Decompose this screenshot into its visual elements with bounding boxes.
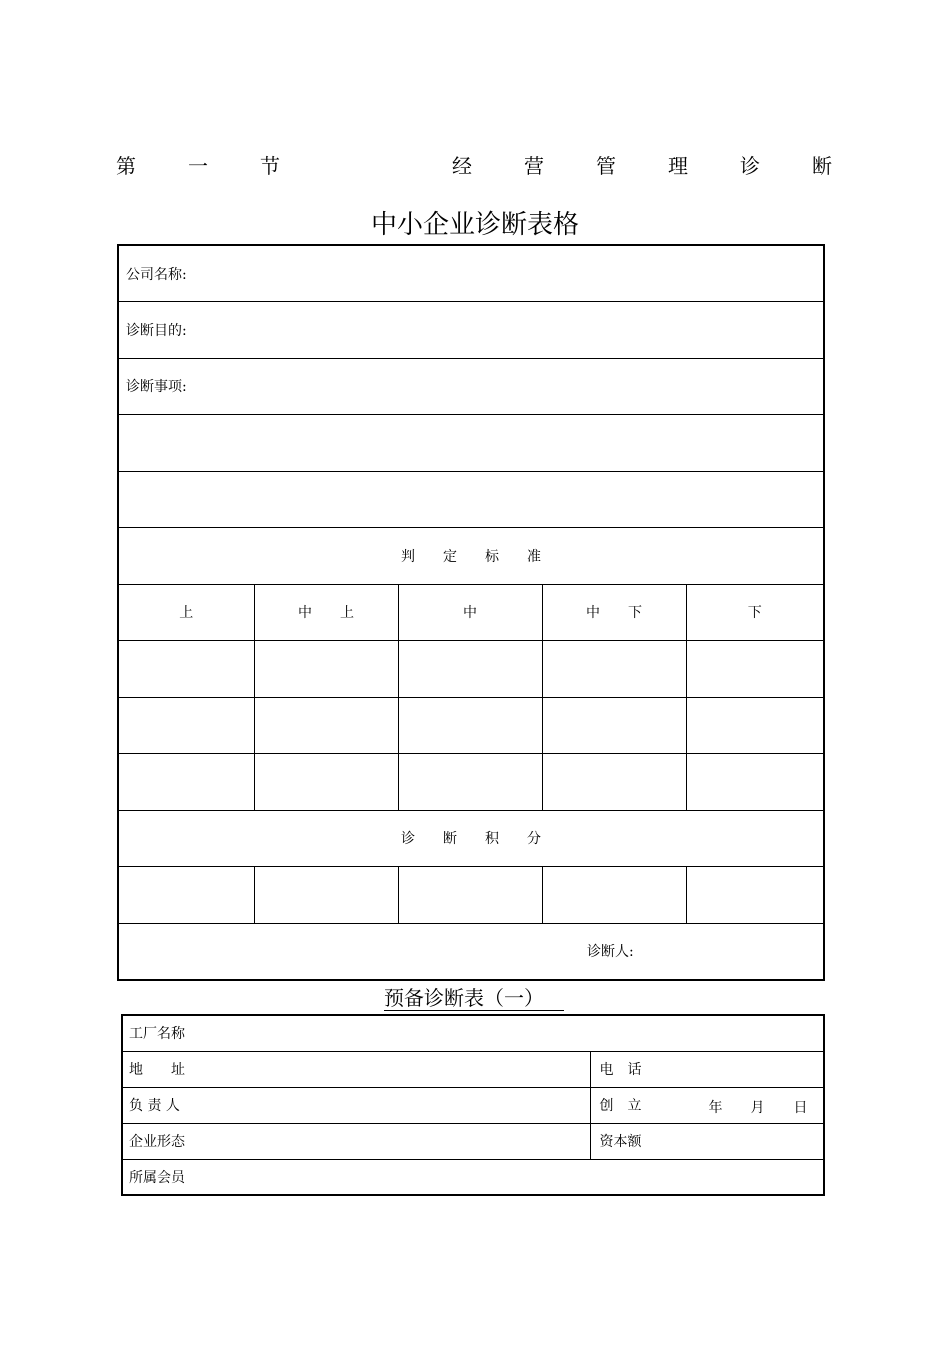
address-label: 地 址	[129, 1062, 185, 1078]
factory-name-label: 工厂名称	[129, 1026, 185, 1043]
founded-label: 创 立	[599, 1098, 642, 1114]
level-header: 下	[686, 584, 824, 641]
purpose-row	[118, 302, 824, 359]
purpose-label: 诊断目的:	[126, 322, 187, 339]
section-heading-char: 第	[116, 154, 136, 178]
section-heading-char: 节	[260, 154, 280, 178]
criteria-cell[interactable]	[542, 697, 686, 754]
prep-form-table	[121, 1014, 825, 1196]
blank-row	[118, 415, 824, 472]
company-name-cell[interactable]	[118, 245, 824, 302]
criteria-cell[interactable]	[398, 754, 542, 811]
capital-label: 资本额	[599, 1134, 642, 1150]
section-heading-char: 管	[596, 154, 616, 178]
address-cell[interactable]	[122, 1051, 590, 1087]
enterprise-type-label: 企业形态	[129, 1134, 185, 1150]
diagnostician-cell[interactable]	[118, 923, 824, 980]
criteria-cell[interactable]	[118, 754, 254, 811]
items-row	[118, 358, 824, 415]
criteria-cell[interactable]	[686, 754, 824, 811]
membership-row	[122, 1159, 824, 1195]
criteria-cell[interactable]	[542, 754, 686, 811]
address-row	[122, 1051, 824, 1087]
membership-label: 所属会员	[129, 1169, 185, 1186]
section-heading-char: 一	[188, 154, 208, 178]
month-label: 月	[750, 1099, 765, 1116]
blank-row	[118, 471, 824, 528]
prep-form-title: 预备诊断表（一）	[384, 986, 564, 1011]
criteria-row	[118, 641, 824, 698]
items-label: 诊断事项:	[126, 379, 187, 396]
section-heading-char: 理	[668, 154, 688, 178]
criteria-cell[interactable]	[254, 641, 398, 698]
criteria-header-row	[118, 528, 824, 585]
main-title: 中小企业诊断表格	[370, 210, 579, 240]
company-name-row	[118, 245, 824, 302]
company-name-label: 公司名称:	[126, 266, 187, 283]
criteria-cell[interactable]	[398, 697, 542, 754]
score-cell[interactable]	[542, 867, 686, 924]
score-row	[118, 867, 824, 924]
section-heading-char: 诊	[740, 154, 760, 178]
responsible-row	[122, 1087, 824, 1123]
purpose-cell[interactable]	[118, 302, 824, 359]
criteria-row	[118, 754, 824, 811]
section-heading-char: 断	[812, 154, 832, 178]
level-header: 上	[118, 584, 254, 641]
criteria-cell[interactable]	[254, 754, 398, 811]
criteria-header: 判 定 标 准	[118, 528, 824, 585]
year-label: 年	[708, 1099, 723, 1116]
score-cell[interactable]	[118, 867, 254, 924]
enterprise-type-cell[interactable]	[122, 1123, 590, 1159]
criteria-cell[interactable]	[542, 641, 686, 698]
criteria-cell[interactable]	[686, 697, 824, 754]
blank-cell[interactable]	[118, 471, 824, 528]
diagnosis-form-table	[117, 244, 825, 981]
criteria-cell[interactable]	[254, 697, 398, 754]
score-header: 诊 断 积 分	[118, 810, 824, 867]
score-header-row	[118, 810, 824, 867]
criteria-cell[interactable]	[118, 641, 254, 698]
responsible-label: 负 责 人	[129, 1098, 180, 1114]
founded-cell[interactable]	[590, 1087, 824, 1123]
level-header: 中	[398, 584, 542, 641]
section-heading-char: 经	[452, 154, 472, 178]
phone-label: 电 话	[599, 1062, 642, 1078]
criteria-cell[interactable]	[118, 697, 254, 754]
criteria-cell[interactable]	[686, 641, 824, 698]
responsible-cell[interactable]	[122, 1087, 590, 1123]
diagnostician-row	[118, 923, 824, 980]
items-cell[interactable]	[118, 358, 824, 415]
criteria-row	[118, 697, 824, 754]
score-cell[interactable]	[398, 867, 542, 924]
score-cell[interactable]	[686, 867, 824, 924]
factory-name-row	[122, 1015, 824, 1051]
level-header: 中 下	[542, 584, 686, 641]
criteria-cell[interactable]	[398, 641, 542, 698]
blank-cell[interactable]	[118, 415, 824, 472]
score-cell[interactable]	[254, 867, 398, 924]
day-label: 日	[793, 1099, 808, 1116]
diagnostician-label: 诊断人:	[587, 944, 634, 960]
enterprise-row	[122, 1123, 824, 1159]
level-header: 中 上	[254, 584, 398, 641]
levels-row	[118, 584, 824, 641]
capital-cell[interactable]	[590, 1123, 824, 1159]
factory-name-cell[interactable]	[122, 1015, 824, 1051]
membership-cell[interactable]	[122, 1159, 824, 1195]
section-heading-char: 营	[524, 154, 544, 178]
phone-cell[interactable]	[590, 1051, 824, 1087]
section-heading	[116, 150, 838, 180]
